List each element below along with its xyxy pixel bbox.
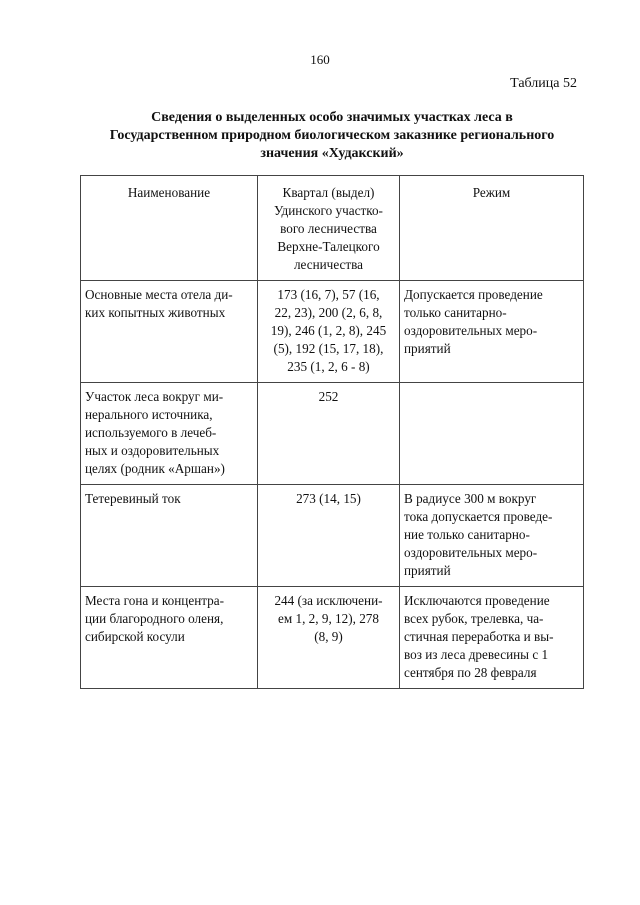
cell-line: Участок леса вокруг ми- [85,389,224,404]
cell-line: ние только санитарно- [404,527,530,542]
cell-line: используемого в лечеб- [85,425,217,440]
header-line: Наименование [127,185,211,200]
header-line: вого лесничества [280,221,377,236]
cell-line: оздоровительных меро- [404,323,538,338]
cell-line: приятий [404,563,451,578]
cell-name [81,485,258,587]
cell-line: В радиусе 300 м вокруг [404,491,537,506]
cell-name [81,383,258,485]
forest-areas-table [80,175,584,689]
cell-line: оздоровительных меро- [404,545,538,560]
cell-line: 244 (за исключени- [274,593,383,608]
cell-line: приятий [404,341,451,356]
header-line: Верхне-Талецкого [277,239,380,254]
page-number: 160 [310,52,330,67]
cell-kvartal [258,383,400,485]
cell-line: тока допускается проведе- [404,509,553,524]
cell-line: сентября по 28 февраля [404,665,537,680]
cell-line: ции благородного оленя, [85,611,224,626]
cell-line: воз из леса древесины с 1 [404,647,549,662]
cell-line: 252 [318,389,339,404]
cell-line: 19), 246 (1, 2, 8), 245 [270,323,387,338]
cell-regime [400,485,584,587]
cell-name [81,587,258,689]
cell-kvartal [258,485,400,587]
cell-regime [400,383,584,485]
cell-line: Основные места отела ди- [85,287,233,302]
cell-line: 173 (16, 7), 57 (16, [277,287,380,302]
cell-line: ных и оздоровительных [85,443,220,458]
header-line: Квартал (выдел) [282,185,375,200]
cell-line: 22, 23), 200 (2, 6, 8, [274,305,383,320]
cell-line: Исключаются проведение [404,593,550,608]
table-row [81,485,584,587]
cell-regime [400,281,584,383]
table-label: Таблица 52 [510,76,577,91]
title-line: Государственном природном биологическом заказнике регионального [109,128,555,143]
cell-line: всех рубок, трелевка, ча- [404,611,544,626]
table-row [81,587,584,689]
cell-line: сибирской косули [85,629,185,644]
header-line: Режим [472,185,511,200]
table-row [81,281,584,383]
cell-line: стичная переработка и вы- [404,629,554,644]
cell-line: только санитарно- [404,305,507,320]
header-line: Удинского участко- [274,203,383,218]
cell-line: Места гона и концентра- [85,593,225,608]
title-line: значения «Худакский» [260,146,404,161]
cell-regime [400,587,584,689]
header-name [81,176,258,281]
cell-line: ких копытных животных [85,305,226,320]
table-row [81,383,584,485]
cell-kvartal [258,281,400,383]
cell-line: (8, 9) [314,629,343,644]
cell-line: Тетеревиный ток [85,491,181,506]
cell-kvartal [258,587,400,689]
table-header-row [81,176,584,281]
cell-line: нерального источника, [85,407,213,422]
cell-line: 273 (14, 15) [296,491,361,506]
cell-line: Допускается проведение [404,287,543,302]
header-line: лесничества [293,257,364,272]
cell-line: 235 (1, 2, 6 - 8) [287,359,370,374]
header-regime [400,176,584,281]
cell-line: целях (родник «Аршан») [85,461,225,476]
cell-line: (5), 192 (15, 17, 18), [273,341,384,356]
document-title [80,109,584,163]
header-kvartal [258,176,400,281]
cell-line: ем 1, 2, 9, 12), 278 [277,611,379,626]
cell-name [81,281,258,383]
title-line: Сведения о выделенных особо значимых участках леса в [151,110,513,125]
